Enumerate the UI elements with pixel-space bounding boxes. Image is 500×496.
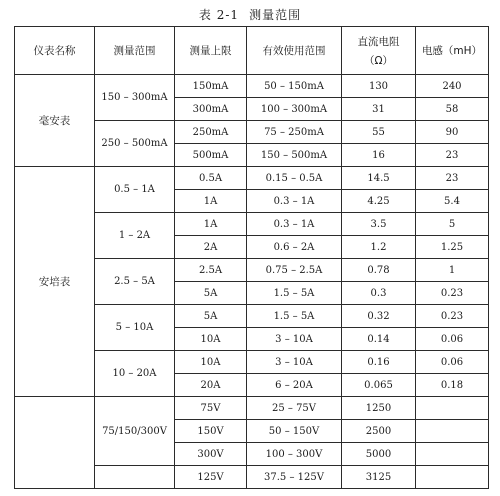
effective-cell: 75 – 250mA	[247, 121, 342, 144]
inductance-cell: 1.25	[416, 236, 489, 259]
upper-cell: 75V	[175, 397, 247, 420]
dc-cell: 2500	[342, 420, 416, 443]
inductance-cell: 23	[416, 144, 489, 167]
effective-cell: 0.3 – 1A	[247, 213, 342, 236]
header-instrument: 仪表名称	[15, 27, 95, 75]
inductance-cell: 0.06	[416, 351, 489, 374]
effective-cell: 0.75 – 2.5A	[247, 259, 342, 282]
dc-cell: 3.5	[342, 213, 416, 236]
group-ammeter: 安培表	[15, 167, 95, 397]
caption-text: 测量范围	[249, 8, 302, 22]
dc-cell: 1.2	[342, 236, 416, 259]
effective-cell: 50 – 150V	[247, 420, 342, 443]
inductance-cell: 58	[416, 98, 489, 121]
inductance-cell: 5.4	[416, 190, 489, 213]
dc-cell: 5000	[342, 443, 416, 466]
upper-cell: 125V	[175, 466, 247, 489]
dc-cell: 0.065	[342, 374, 416, 397]
effective-cell: 1.5 – 5A	[247, 282, 342, 305]
range-cell	[95, 466, 175, 489]
dc-cell: 0.78	[342, 259, 416, 282]
effective-cell: 0.3 – 1A	[247, 190, 342, 213]
inductance-cell	[416, 397, 489, 420]
effective-cell: 6 – 20A	[247, 374, 342, 397]
header-row	[15, 27, 489, 75]
inductance-cell: 23	[416, 167, 489, 190]
group-voltmeter	[15, 397, 95, 489]
upper-cell: 5A	[175, 282, 247, 305]
range-cell: 0.5 – 1A	[95, 167, 175, 213]
effective-cell: 100 – 300mA	[247, 98, 342, 121]
header-effective-range: 有效使用范围	[247, 27, 342, 75]
range-cell: 5 – 10A	[95, 305, 175, 351]
table-caption	[0, 6, 500, 23]
upper-cell: 2.5A	[175, 259, 247, 282]
range-cell: 10 – 20A	[95, 351, 175, 397]
inductance-cell	[416, 420, 489, 443]
effective-cell: 1.5 – 5A	[247, 305, 342, 328]
header-range: 测量范围	[95, 27, 175, 75]
upper-cell: 10A	[175, 328, 247, 351]
header-inductance: 电感（mH）	[416, 27, 489, 75]
range-cell: 2.5 – 5A	[95, 259, 175, 305]
dc-cell: 4.25	[342, 190, 416, 213]
range-cell: 75/150/300V	[95, 397, 175, 466]
dc-cell: 16	[342, 144, 416, 167]
dc-cell: 31	[342, 98, 416, 121]
upper-cell: 1A	[175, 213, 247, 236]
group-milliammeter: 毫安表	[15, 75, 95, 167]
effective-cell: 37.5 – 125V	[247, 466, 342, 489]
inductance-cell: 0.06	[416, 328, 489, 351]
header-dc-resistance-label: 直流电阻	[357, 35, 400, 48]
range-cell: 1 – 2A	[95, 213, 175, 259]
effective-cell: 0.6 – 2A	[247, 236, 342, 259]
upper-cell: 150mA	[175, 75, 247, 98]
dc-cell: 1250	[342, 397, 416, 420]
upper-cell: 5A	[175, 305, 247, 328]
inductance-cell: 5	[416, 213, 489, 236]
header-dc-resistance-unit: （Ω）	[363, 54, 394, 67]
upper-cell: 2A	[175, 236, 247, 259]
upper-cell: 0.5A	[175, 167, 247, 190]
dc-cell: 0.32	[342, 305, 416, 328]
effective-cell: 3 – 10A	[247, 351, 342, 374]
dc-cell: 130	[342, 75, 416, 98]
inductance-cell: 0.23	[416, 282, 489, 305]
header-upper-limit: 测量上限	[175, 27, 247, 75]
measurement-range-table	[14, 26, 489, 489]
upper-cell: 300V	[175, 443, 247, 466]
upper-cell: 10A	[175, 351, 247, 374]
caption-number: 表 2-1	[198, 8, 240, 22]
inductance-cell: 0.23	[416, 305, 489, 328]
dc-cell: 0.16	[342, 351, 416, 374]
upper-cell: 300mA	[175, 98, 247, 121]
inductance-cell: 90	[416, 121, 489, 144]
inductance-cell: 240	[416, 75, 489, 98]
table-row	[15, 167, 489, 190]
effective-cell: 100 – 300V	[247, 443, 342, 466]
table-row	[15, 75, 489, 98]
effective-cell: 50 – 150mA	[247, 75, 342, 98]
table-row	[15, 397, 489, 420]
inductance-cell: 0.18	[416, 374, 489, 397]
upper-cell: 1A	[175, 190, 247, 213]
effective-cell: 0.15 – 0.5A	[247, 167, 342, 190]
range-cell: 250 – 500mA	[95, 121, 175, 167]
dc-cell: 0.14	[342, 328, 416, 351]
dc-cell: 55	[342, 121, 416, 144]
dc-cell: 14.5	[342, 167, 416, 190]
inductance-cell	[416, 443, 489, 466]
effective-cell: 150 – 500mA	[247, 144, 342, 167]
dc-cell: 3125	[342, 466, 416, 489]
upper-cell: 20A	[175, 374, 247, 397]
effective-cell: 25 – 75V	[247, 397, 342, 420]
dc-cell: 0.3	[342, 282, 416, 305]
upper-cell: 500mA	[175, 144, 247, 167]
effective-cell: 3 – 10A	[247, 328, 342, 351]
upper-cell: 250mA	[175, 121, 247, 144]
upper-cell: 150V	[175, 420, 247, 443]
inductance-cell	[416, 466, 489, 489]
inductance-cell: 1	[416, 259, 489, 282]
range-cell: 150 – 300mA	[95, 75, 175, 121]
header-dc-resistance	[342, 27, 416, 75]
